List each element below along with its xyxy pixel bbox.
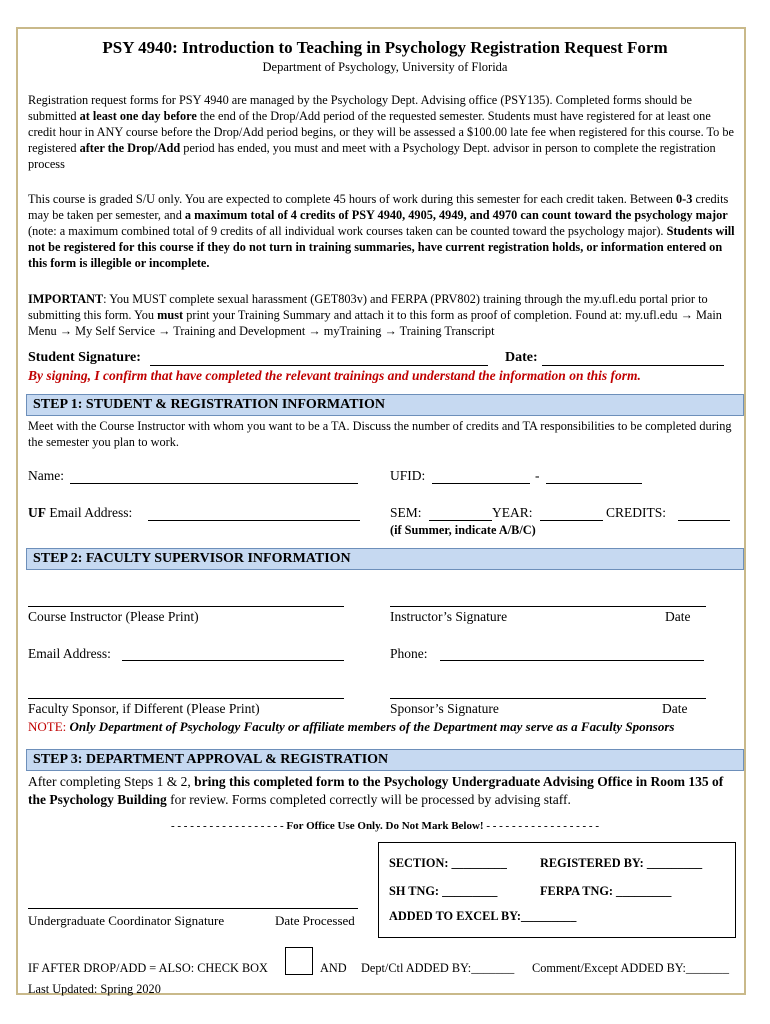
credits-field[interactable]: [678, 520, 730, 521]
office-added-excel: ADDED TO EXCEL BY:_________: [389, 909, 577, 923]
name-field[interactable]: [70, 483, 358, 484]
uf-email-field[interactable]: [148, 520, 360, 521]
office-section: SECTION: _________: [389, 856, 507, 870]
faculty-sponsor-field[interactable]: [28, 698, 344, 699]
student-date-field[interactable]: [542, 365, 724, 366]
student-signature-label: Student Signature:: [28, 350, 141, 365]
step3-heading: STEP 3: DEPARTMENT APPROVAL & REGISTRATION: [26, 749, 744, 771]
instructor-phone-field[interactable]: [440, 660, 704, 661]
drop-add-checkbox[interactable]: [285, 947, 313, 975]
instructor-signature-field[interactable]: [390, 606, 706, 607]
credits-label: CREDITS:: [606, 505, 667, 520]
office-ferpa-tng: FERPA TNG: _________: [540, 884, 672, 898]
ufid-field-part1[interactable]: [432, 483, 530, 484]
coordinator-signature-label: Undergraduate Coordinator Signature: [28, 913, 225, 928]
instructor-date-label: Date: [665, 609, 691, 624]
year-label: YEAR:: [492, 505, 533, 520]
instructor-signature-label: Instructor’s Signature: [390, 609, 508, 624]
ufid-dash: -: [535, 468, 540, 483]
form-title: PSY 4940: Introduction to Teaching in Psychology Registration Request Form: [102, 38, 668, 57]
office-use-banner: - - - - - - - - - - - - - - - - - - For Office Use Only. Do Not Mark Below! - - - - - - - - - - - - - - - - - -: [170, 820, 600, 832]
coordinator-signature-field[interactable]: [28, 908, 358, 909]
step3-description: After completing Steps 1 & 2, bring this completed form to the Psychology Undergraduate Advising Office in Room 135 of the Psychology Building for review. Forms completed correctly will be processed by advising staff.: [28, 774, 724, 807]
sem-label: SEM:: [390, 505, 422, 520]
step1-description: Meet with the Course Instructor with whom you want to be a TA. Discuss the number of credits and TA responsibilities to be completed during the semester you plan to work.: [28, 419, 732, 449]
comment-added-by: Comment/Except ADDED BY:_______: [532, 961, 729, 975]
name-label: Name:: [28, 468, 64, 483]
department-subtitle: Department of Psychology, University of Florida: [262, 60, 508, 74]
year-field[interactable]: [540, 520, 603, 521]
sponsor-signature-field[interactable]: [390, 698, 706, 699]
course-instructor-field[interactable]: [28, 606, 344, 607]
sponsor-date-label: Date: [662, 701, 688, 716]
ufid-label: UFID:: [390, 468, 426, 483]
date-processed-label: Date Processed: [275, 913, 355, 928]
drop-add-label: IF AFTER DROP/ADD = ALSO: CHECK BOX: [28, 961, 268, 975]
dept-added-by: Dept/Ctl ADDED BY:_______: [361, 961, 515, 975]
office-registered-by: REGISTERED BY: _________: [540, 856, 703, 870]
uf-email-label: UF Email Address:: [28, 505, 133, 520]
student-signature-field[interactable]: [150, 365, 488, 366]
ufid-field-part2[interactable]: [546, 483, 642, 484]
instructor-email-label: Email Address:: [28, 646, 111, 661]
signature-confirmation: By signing, I confirm that have completed the relevant trainings and understand the information on this form.: [28, 368, 641, 383]
sponsor-signature-label: Sponsor’s Signature: [390, 701, 499, 716]
course-instructor-label: Course Instructor (Please Print): [28, 609, 199, 624]
sponsor-note: NOTE: Only Department of Psychology Faculty or affiliate members of the Department may serve as a Faculty Sponsors: [28, 719, 675, 734]
step2-heading: STEP 2: FACULTY SUPERVISOR INFORMATION: [26, 548, 744, 570]
instructor-phone-label: Phone:: [390, 646, 428, 661]
last-updated: Last Updated: Spring 2020: [28, 982, 161, 996]
intro-paragraph-important: IMPORTANT: You MUST complete sexual harassment (GET803v) and FERPA (PRV802) training through the my.ufl.edu portal prior to submitting this form. You must print your Training Summary and attach it to this form as proof of completion. Found at: my.ufl.edu → Main Menu → My Self Service → Training and Development → myTraining → Training Transcript: [28, 292, 722, 338]
summer-note: (if Summer, indicate A/B/C): [390, 523, 536, 537]
and-label: AND: [320, 961, 347, 975]
intro-paragraph-grading: This course is graded S/U only. You are expected to complete 45 hours of work during this semester for each credit taken. Between 0-3 credits may be taken per semester, and a maximum total of 4 credits of PSY 4940, 4905, 4949, and 4970 can count toward the psychology major (note: a maximum combined total of 9 credits of all individual work courses taken can be counted toward the psychology major). Students will not be registered for this course if they do not turn in training summaries, have current registration holds, or information entered on this form is illegible or incomplete.: [28, 192, 735, 270]
instructor-email-field[interactable]: [122, 660, 344, 661]
student-date-label: Date:: [505, 350, 538, 365]
sem-field[interactable]: [429, 520, 492, 521]
step1-heading: STEP 1: STUDENT & REGISTRATION INFORMATION: [26, 394, 744, 416]
faculty-sponsor-label: Faculty Sponsor, if Different (Please Print): [28, 701, 260, 716]
office-sh-tng: SH TNG: _________: [389, 884, 498, 898]
intro-paragraph-registration: Registration request forms for PSY 4940 are managed by the Psychology Dept. Advising office (PSY135). Completed forms should be submitted at least one day before the end of the Drop/Add period of the requested semester. Students must have registered for at least one credit hour in ANY course before the Drop/Add period begins, or they will be assessed a $100.00 late fee when registered for this course. To be registered after the Drop/Add period has ended, you must and meet with a Psychology Dept. advisor in person to complete the registration process: [28, 93, 735, 171]
